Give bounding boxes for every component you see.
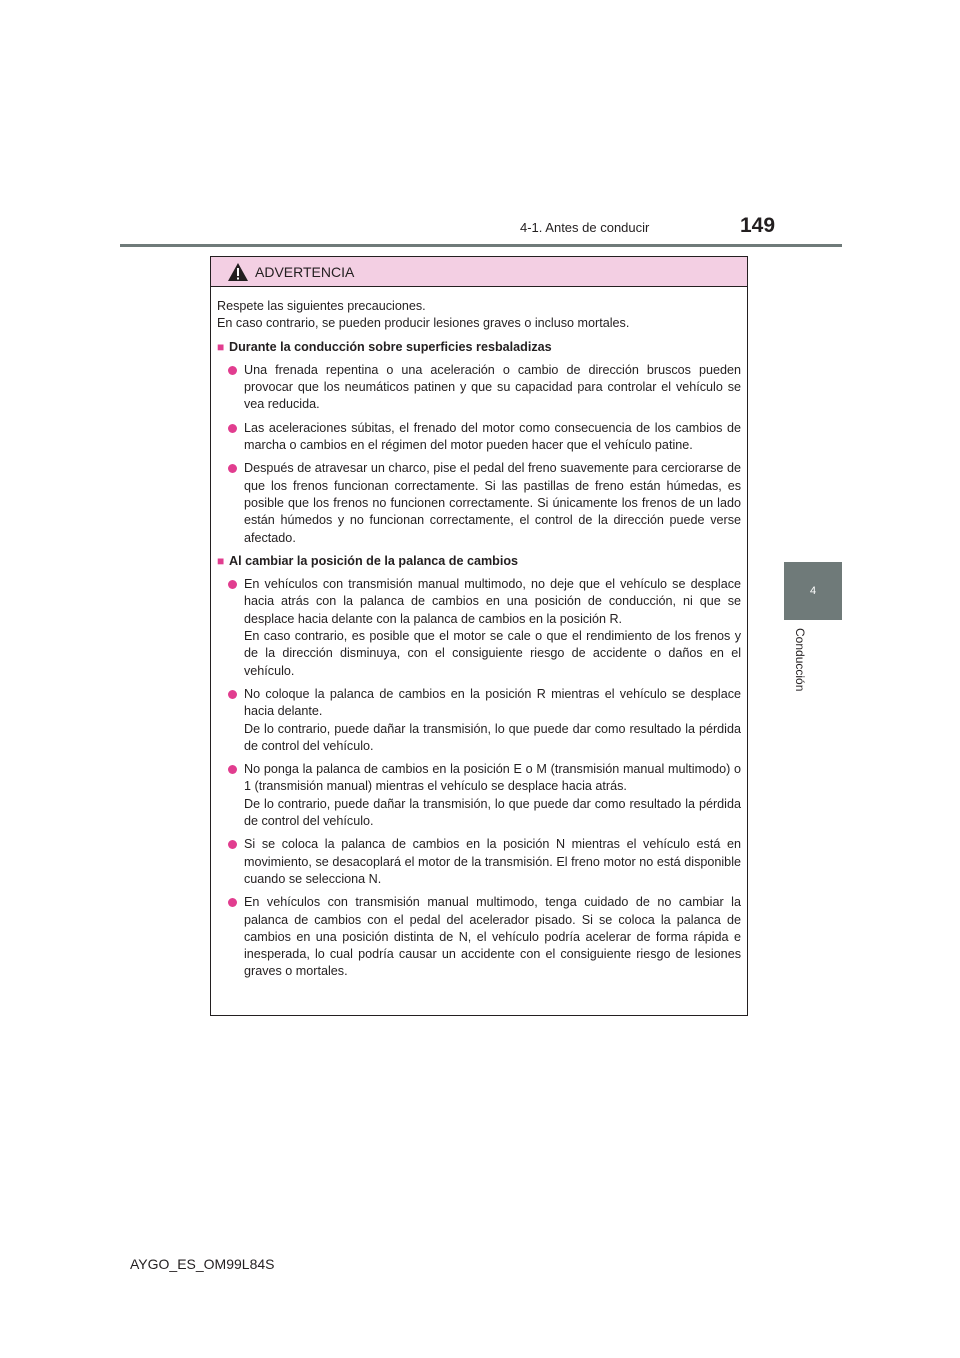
warning-box — [210, 256, 748, 1016]
item-paragraph: Una frenada repentina o una aceleración o cambio de dirección bruscos pueden provocar que los neumáticos patinen y que su capacidad para controlar el vehículo se vea reducida. — [244, 362, 741, 412]
bullet-dot-icon — [228, 580, 237, 589]
bullet-dot-icon — [228, 840, 237, 849]
chapter-label: Conducción — [793, 628, 807, 692]
page-number: 149 — [740, 214, 776, 237]
bullet-dot-icon — [228, 464, 237, 473]
header-divider — [120, 244, 842, 247]
warning-intro — [217, 298, 741, 333]
section-gear-lever — [217, 553, 741, 981]
item-paragraph: En caso contrario, es posible que el motor se cale o que el rendimiento de los frenos y de la dirección disminuya, con el consiguiente riesgo de accidente o daños en el vehículo. — [244, 629, 741, 678]
item-paragraph: Si se coloca la palanca de cambios en la posición N mientras el vehículo está en movimiento, se desacoplará el motor de la transmisión. El freno motor no está disponible cuando se selecciona N. — [244, 837, 741, 886]
item-paragraph: No coloque la palanca de cambios en la posición R mientras el vehículo se desplace hacia delante. — [244, 686, 741, 719]
list-item — [217, 362, 741, 414]
item-paragraph: De lo contrario, puede dañar la transmisión, lo que puede dar como resultado la pérdida de control del vehículo. — [244, 721, 741, 753]
list-item — [217, 686, 741, 755]
list-item — [217, 836, 741, 888]
list-item — [217, 894, 741, 980]
square-bullet-icon: ■ — [217, 553, 225, 568]
list-item — [217, 420, 741, 455]
bullet-dot-icon — [228, 424, 237, 433]
item-paragraph: Después de atravesar un charco, pise el pedal del freno suavemente para cerciorarse de que los frenos funcionan correctamente. Si las pastillas de freno están húmedas, es posible que los frenos no funcionen correctamente. Si únicamente los frenos de un lado están húmedos y no funcionan correctamente, el control de la dirección puede verse afectado. — [244, 461, 741, 545]
item-paragraph: Las aceleraciones súbitas, el frenado del motor como consecuencia de los cambios de marcha o cambios en el régimen del motor pueden hacer que el vehículo patine. — [244, 420, 741, 453]
list-item — [217, 576, 741, 680]
bullet-dot-icon — [228, 765, 237, 774]
intro-line: Respete las siguientes precauciones. — [217, 299, 426, 313]
list-item — [217, 460, 741, 546]
running-header-section: 4-1. Antes de conducir — [520, 220, 650, 235]
warning-triangle-icon — [227, 262, 249, 282]
item-paragraph: De lo contrario, puede dañar la transmisión, lo que puede dar como resultado la pérdida de control del vehículo. — [244, 796, 741, 829]
item-paragraph: En vehículos con transmisión manual multimodo, tenga cuidado de no cambiar la palanca de cambios con el pedal del acelerador pisado. Si se coloca la palanca de cambios en una posición distinta de N, el vehículo podría acelerar de forma rápida e inesperada, lo cual podría causar un accidente con el consiguiente riesgo de lesiones graves o mortales. — [244, 895, 741, 979]
square-bullet-icon: ■ — [217, 339, 225, 354]
chapter-tab: 4 — [784, 562, 842, 620]
item-paragraph: No ponga la palanca de cambios en la posición E o M (transmisión manual multimodo) o 1 (transmisión manual) mientras el vehículo se desplace hacia atrás. — [244, 762, 741, 794]
section-slippery-surfaces — [217, 339, 741, 547]
bullet-dot-icon — [228, 898, 237, 907]
bullet-dot-icon — [228, 690, 237, 699]
section-heading — [217, 553, 741, 570]
section-heading-text: Al cambiar la posición de la palanca de cambios — [229, 553, 519, 568]
item-paragraph: En vehículos con transmisión manual multimodo, no deje que el vehículo se desplace hacia atrás con la palanca de cambios en una posición de conducción, ni que se desplace hacia delante con la palanca de cambios en la posición R. — [244, 577, 741, 626]
list-item — [217, 761, 741, 830]
section-heading — [217, 339, 741, 356]
footer-document-code: AYGO_ES_OM99L84S — [130, 1256, 275, 1272]
bullet-dot-icon — [228, 366, 237, 375]
intro-line: En caso contrario, se pueden producir lesiones graves o incluso mortales. — [217, 316, 630, 331]
warning-title: ADVERTENCIA — [255, 263, 355, 280]
warning-body — [211, 287, 747, 981]
warning-header — [211, 257, 747, 287]
section-heading-text: Durante la conducción sobre superficies resbaladizas — [229, 339, 552, 354]
